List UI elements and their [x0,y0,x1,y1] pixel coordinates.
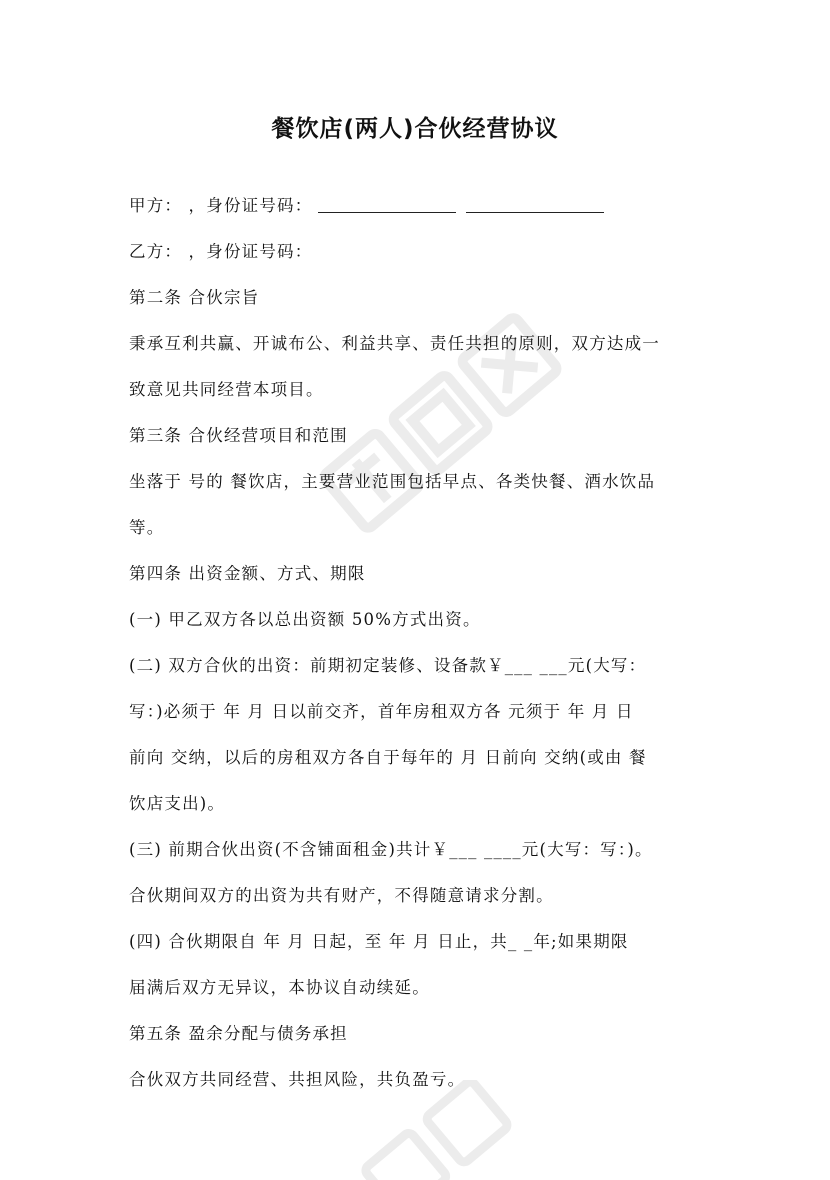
id-number-blank-2 [466,212,604,213]
paragraph-line: (四) 合伙期限自 年 月 日起，至 年 月 日止，共_ _年;如果期限 [129,932,629,951]
paragraph-line: 合伙双方共同经营、共担风险，共负盈亏。 [129,1070,466,1089]
paragraph-line: 届满后双方无异议，本协议自动续延。 [129,978,430,997]
document-body [129,183,719,1103]
paragraph-line: 合伙期间双方的出资为共有财产，不得随意请求分割。 [129,886,554,905]
party-a-line [129,183,719,229]
article-2-heading: 第二条 合伙宗旨 [129,288,260,307]
party-b-line: 乙方： ，身份证号码： [129,242,313,261]
paragraph-line: 致意见共同经营本项目。 [129,380,324,399]
article-3-heading: 第三条 合伙经营项目和范围 [129,426,348,445]
paragraph-line: 坐落于 号的 餐饮店，主要营业范围包括早点、各类快餐、酒水饮品 [129,472,656,491]
paragraph-line: (三) 前期合伙出资(不含铺面租金)共计￥___ ____元(大写：写：)。 [129,840,653,859]
article-5-heading: 第五条 盈余分配与债务承担 [129,1024,348,1043]
paragraph-line: 前向 交纳，以后的房租双方各自于每年的 月 日前向 交纳(或由 餐 [129,748,647,767]
paragraph-line: 写：)必须于 年 月 日以前交齐，首年房租双方各 元须于 年 月 日 [129,702,634,721]
document-title: 餐饮店(两人)合伙经营协议 [271,116,559,142]
paragraph-line: (二) 双方合伙的出资：前期初定装修、设备款￥___ ___元(大写： [129,656,647,675]
article-4-heading: 第四条 出资金额、方式、期限 [129,564,366,583]
id-number-blank-1 [318,212,456,213]
paragraph-line: (一) 甲乙双方各以总出资额 50%方式出资。 [129,610,481,629]
party-a-label: 甲方： ，身份证号码： [129,196,313,215]
paragraph-line: 等。 [129,518,165,537]
paragraph-line: 饮店支出)。 [129,794,226,813]
paragraph-line: 秉承互利共赢、开诚布公、利益共享、责任共担的原则，双方达成一 [129,334,660,353]
